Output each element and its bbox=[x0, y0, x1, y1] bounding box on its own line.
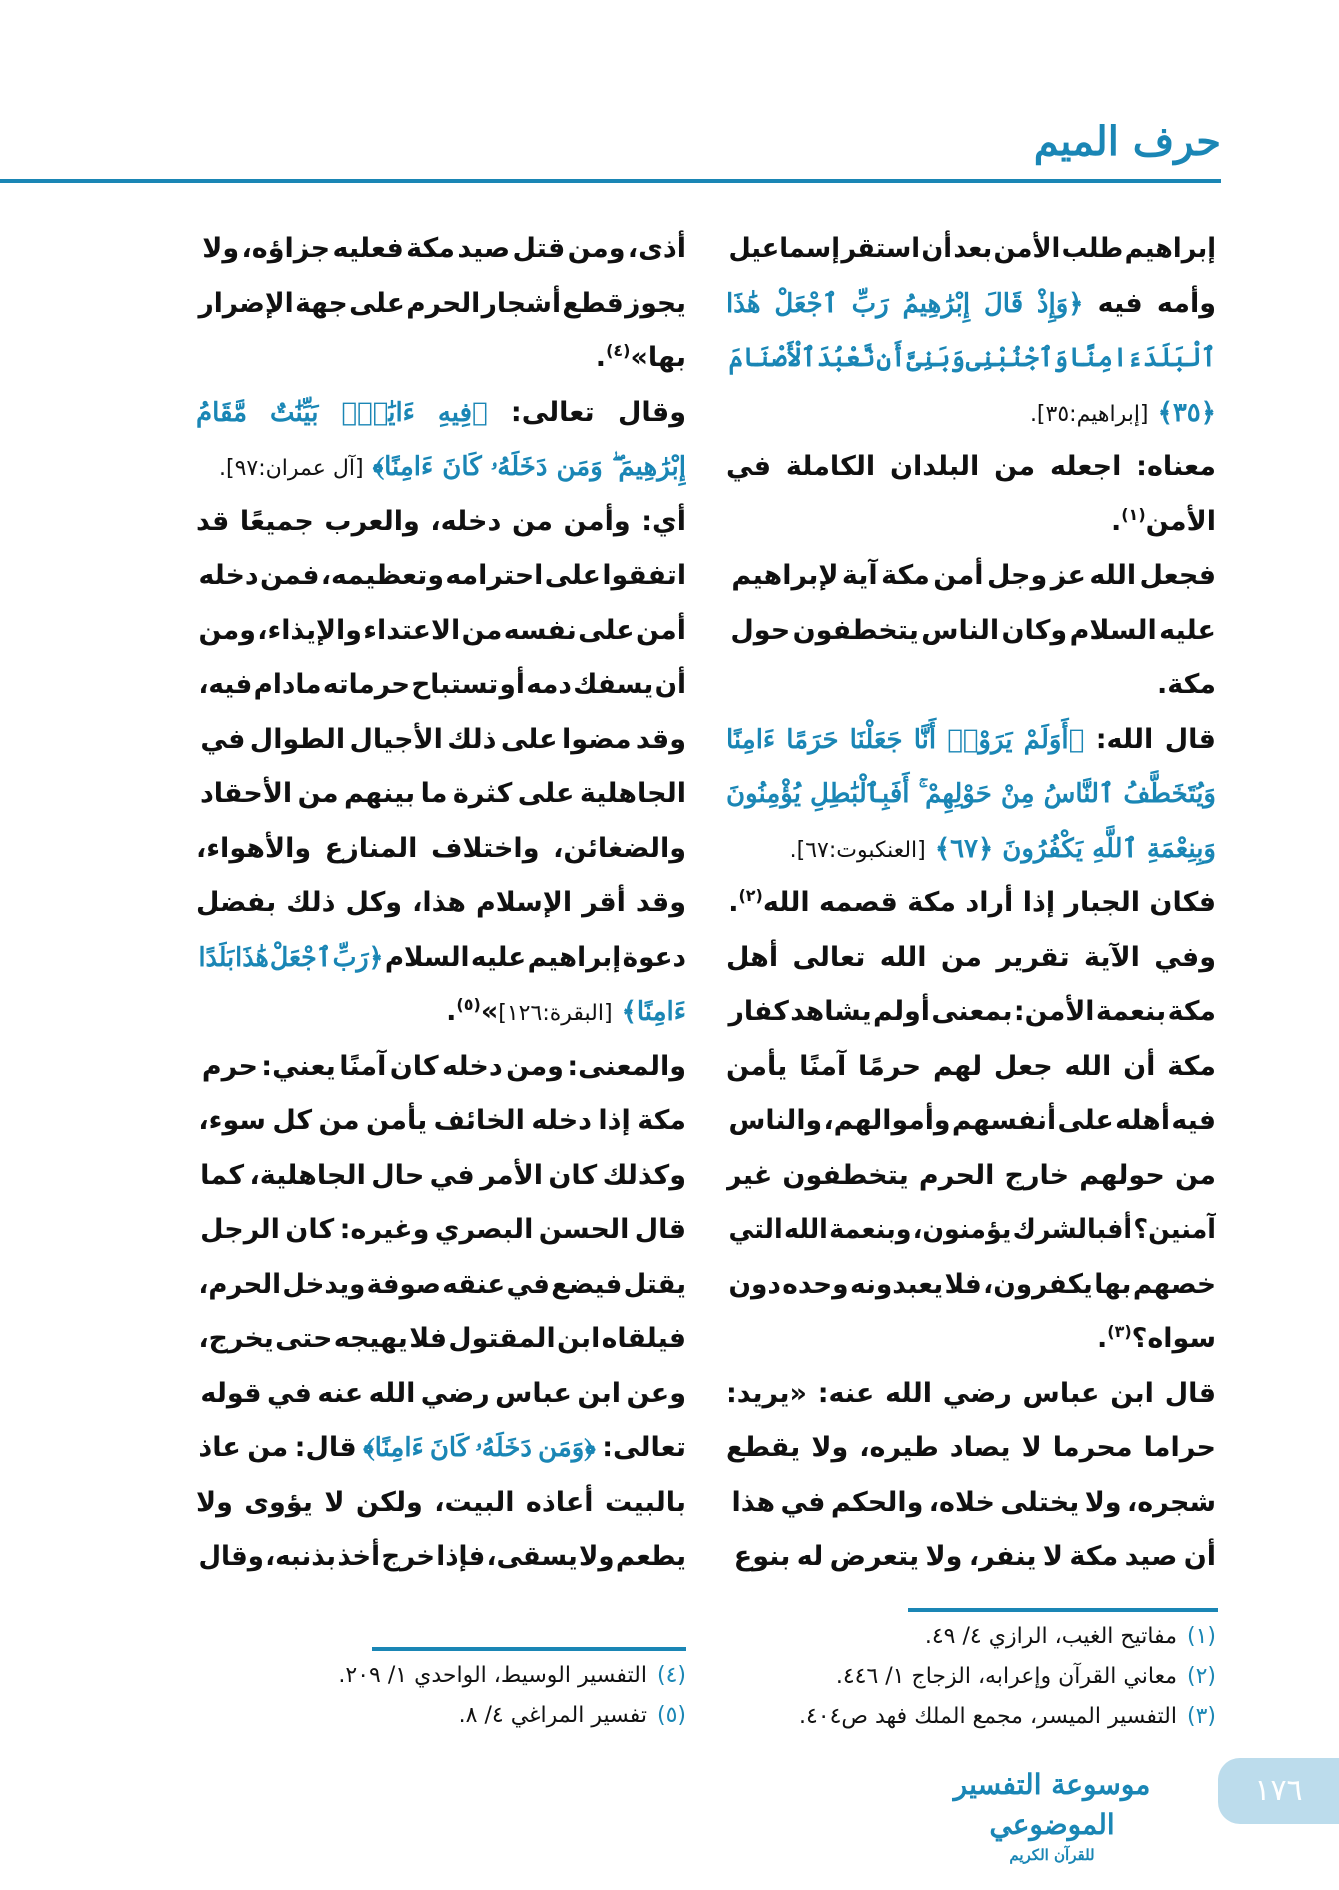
logo-title: موسوعة التفسير الموضوعي bbox=[953, 1768, 1151, 1841]
text-line bbox=[196, 1203, 686, 1258]
text-line bbox=[196, 222, 686, 277]
text-line bbox=[196, 876, 686, 931]
line-text: فكان الجبار إذا أراد مكة قصمه الله bbox=[762, 887, 1216, 918]
line-fit-wrapper bbox=[726, 549, 1216, 604]
line-text: دعوة إبراهيم عليه السلام bbox=[383, 941, 686, 973]
text-line bbox=[196, 386, 686, 441]
line-text: أي: وأمن من دخله، والعرب جميعًا قد bbox=[196, 505, 686, 537]
text-line bbox=[726, 331, 1216, 386]
chapter-title: حرف الميم bbox=[1033, 118, 1221, 165]
line-fit-wrapper bbox=[198, 277, 686, 332]
line-fit-wrapper bbox=[196, 1203, 686, 1258]
line-fit-wrapper bbox=[196, 767, 686, 822]
line-fit-wrapper bbox=[196, 1421, 686, 1476]
footnote-marker: (٢) bbox=[738, 886, 763, 905]
footnote-number: (٤) bbox=[656, 1663, 686, 1688]
paragraph bbox=[726, 713, 1216, 877]
line-text: شجره، ولا يختلى خلاه، والحكم في هذا bbox=[731, 1486, 1216, 1518]
quran-verse: وَبِنِعْمَةِ ٱللَّهِ يَكْفُرُونَ ﴿٦٧﴾ bbox=[925, 833, 1216, 864]
text-line bbox=[196, 658, 686, 713]
text-line bbox=[726, 1421, 1216, 1476]
header-rule bbox=[0, 179, 1221, 183]
paragraph bbox=[726, 222, 1216, 440]
footnote-text: التفسير الميسر، مجمع الملك فهد ص٤٠٤. bbox=[798, 1704, 1177, 1729]
footnote-text: تفسير المراغي ٤/ ٨. bbox=[458, 1703, 647, 1728]
text-line bbox=[726, 876, 1216, 931]
text-line bbox=[726, 277, 1216, 332]
line-text: والضغائن، واختلاف المنازع والأهواء، bbox=[196, 832, 686, 864]
line-fit-wrapper bbox=[728, 1203, 1216, 1258]
line-text: قال: من عاذ bbox=[198, 1432, 364, 1463]
line-text: . bbox=[1110, 505, 1122, 537]
footnote-marker: (٣) bbox=[1107, 1322, 1132, 1341]
line-text: بها» bbox=[630, 342, 686, 373]
line-text: مكة إذا دخله الخائف يأمن من كل سوء، bbox=[198, 1105, 686, 1136]
line-fit-wrapper bbox=[726, 1476, 1216, 1531]
footnote-marker: (٥) bbox=[456, 995, 481, 1014]
paragraph bbox=[726, 440, 1216, 549]
text-line bbox=[196, 440, 686, 495]
line-text: بالبيت أعاذه البيت، ولكن لا يؤوى ولا bbox=[196, 1486, 686, 1518]
text-line bbox=[726, 1530, 1216, 1585]
line-text: أن يسفك دمه أو تستباح حرماته مادام فيه، bbox=[198, 669, 686, 700]
footnote-marker: (٤) bbox=[606, 341, 631, 360]
text-line bbox=[196, 713, 686, 768]
text-line bbox=[726, 1149, 1216, 1204]
footnote-marker: (١) bbox=[1121, 504, 1146, 524]
line-fit-wrapper bbox=[196, 1094, 686, 1149]
line-text: مكة. bbox=[1156, 669, 1216, 700]
text-line bbox=[196, 931, 686, 986]
footnote-rule-right bbox=[908, 1608, 1218, 1612]
line-text: وفي الآية تقرير من الله تعالى أهل bbox=[726, 941, 1216, 973]
line-fit-wrapper bbox=[196, 713, 686, 768]
left-column bbox=[196, 222, 686, 1585]
line-fit-wrapper bbox=[196, 1149, 686, 1204]
footnotes-left bbox=[338, 1656, 686, 1736]
text-line bbox=[196, 1530, 686, 1585]
line-text: حراما محرما لا يصاد طيره، ولا يقطع bbox=[726, 1432, 1216, 1463]
line-text: والمعنى: ومن دخله كان آمنًا يعني: حرم bbox=[201, 1050, 686, 1082]
logo-subtitle: للقرآن الكريم bbox=[1009, 1846, 1095, 1864]
line-text: وقد أقر الإسلام هذا، وكل ذلك بفضل bbox=[196, 887, 686, 918]
verse-reference: [البقرة:١٢٦] bbox=[498, 1001, 613, 1026]
line-fit-wrapper bbox=[198, 549, 686, 604]
text-line bbox=[196, 985, 686, 1040]
text-line bbox=[726, 1367, 1216, 1422]
footnote-rule-left bbox=[372, 1647, 686, 1651]
line-text: إبراهيم طلب الأمن بعد أن استقر إسماعيل bbox=[728, 233, 1216, 264]
text-line bbox=[726, 822, 1216, 877]
text-line bbox=[726, 658, 1216, 713]
line-fit-wrapper bbox=[728, 222, 1216, 277]
line-text: وعن ابن عباس رضي الله عنه في قوله bbox=[200, 1377, 686, 1409]
line-text: أن صيد مكة لا ينفر، ولا يتعرض له بنوع bbox=[733, 1541, 1216, 1572]
footnote bbox=[799, 1657, 1216, 1697]
text-line bbox=[726, 495, 1216, 550]
text-line bbox=[726, 1203, 1216, 1258]
line-text: معناه: اجعله من البلدان الكاملة في bbox=[726, 451, 1216, 482]
text-line bbox=[726, 713, 1216, 768]
line-text: مكة بنعمة الأمن: بمعنى أولم يشاهد كفار bbox=[728, 996, 1216, 1027]
line-text: قال الحسن البصري وغيره: كان الرجل bbox=[200, 1214, 686, 1245]
quran-verse: ءَامِنًا﴾ bbox=[612, 997, 686, 1027]
line-text: قال ابن عباس رضي الله عنه: «يريد: bbox=[726, 1377, 1216, 1409]
line-text: فيلقاه ابن المقتول فلا يهيجه حتى يخرج، bbox=[198, 1323, 686, 1354]
line-text: وقد مضوا على ذلك الأجيال الطوال في bbox=[200, 723, 686, 755]
line-text: يقتل فيضع في عنقه صوفة ويدخل الحرم، bbox=[198, 1268, 686, 1300]
text-line bbox=[196, 604, 686, 659]
line-fit-wrapper bbox=[198, 1530, 686, 1585]
line-text: وأمه فيه bbox=[1083, 287, 1216, 319]
line-fit-wrapper bbox=[196, 1367, 686, 1422]
right-column bbox=[726, 222, 1216, 1585]
text-line bbox=[196, 822, 686, 877]
line-fit-wrapper bbox=[728, 1258, 1216, 1313]
text-line bbox=[196, 1367, 686, 1422]
quran-verse: ﴿فِيهِ ءَايَٰتٌۢ بَيِّنَٰتٌ مَّقَامُ bbox=[196, 397, 488, 428]
line-text: فيه أهله على أنفسهم وأموالهم، والناس bbox=[728, 1105, 1216, 1136]
footnote-number: (٣) bbox=[1186, 1704, 1216, 1729]
quran-verse: ﴿رَبِّ ٱجْعَلْ هَٰذَا بَلَدًا bbox=[198, 942, 384, 973]
footnote-text: مفاتيح الغيب، الرازي ٤/ ٤٩. bbox=[924, 1624, 1177, 1649]
text-line bbox=[196, 1149, 686, 1204]
line-text: وقال تعالى: bbox=[487, 396, 686, 428]
quran-verse: ﴿وَمَن دَخَلَهُۥ كَانَ ءَامِنًا﴾ bbox=[363, 1433, 596, 1463]
footnote-number: (٥) bbox=[656, 1703, 686, 1728]
text-line bbox=[726, 222, 1216, 277]
line-fit-wrapper bbox=[726, 1530, 1216, 1585]
paragraph bbox=[726, 876, 1216, 931]
text-line bbox=[196, 767, 686, 822]
footnotes-right bbox=[799, 1617, 1216, 1737]
line-text: يجوز قطع أشجار الحرم على جهة الإضرار bbox=[198, 287, 686, 319]
verse-reference: [آل عمران:٩٧]. bbox=[218, 456, 364, 481]
line-text: مكة أن الله جعل لهم حرمًا آمنًا يأمن bbox=[726, 1050, 1216, 1082]
line-fit-wrapper bbox=[198, 1312, 686, 1367]
paragraph bbox=[726, 1367, 1216, 1585]
line-text: » bbox=[480, 996, 499, 1027]
text-line bbox=[726, 767, 1216, 822]
line-fit-wrapper bbox=[196, 1040, 686, 1095]
text-line bbox=[196, 1258, 686, 1313]
line-fit-wrapper bbox=[198, 658, 686, 713]
footnote bbox=[338, 1656, 686, 1696]
line-text: الجاهلية على كثرة ما بينهم من الأحقاد bbox=[199, 778, 686, 809]
verse-reference: [إبراهيم:٣٥]. bbox=[1029, 401, 1149, 427]
text-line bbox=[726, 1312, 1216, 1367]
line-text: سواه؟ bbox=[1131, 1323, 1216, 1354]
text-line bbox=[726, 931, 1216, 986]
line-text: . bbox=[728, 887, 739, 918]
line-text: وكذلك كان الأمر في حال الجاهلية، كما bbox=[200, 1159, 686, 1191]
line-fit-wrapper bbox=[198, 1258, 686, 1313]
line-text: . bbox=[446, 996, 457, 1027]
page-number: ١٧٦ bbox=[1218, 1758, 1339, 1824]
paragraph bbox=[196, 222, 686, 386]
line-fit-wrapper bbox=[728, 331, 1216, 386]
text-line bbox=[726, 1258, 1216, 1313]
line-text: أمن على نفسه من الاعتداء والإيذاء، ومن bbox=[198, 614, 686, 646]
text-line bbox=[196, 549, 686, 604]
line-text: تعالى: bbox=[595, 1432, 686, 1463]
text-line bbox=[726, 604, 1216, 659]
line-text: آمنين؟ أفبالشرك يؤمنون، وبنعمة الله التي bbox=[728, 1214, 1216, 1245]
line-text: . bbox=[595, 342, 607, 373]
line-text: أذى، ومن قتل صيد مكة فعليه جزاؤه، ولا bbox=[202, 233, 686, 264]
paragraph bbox=[196, 495, 686, 1040]
line-text: قال الله: bbox=[1084, 723, 1216, 755]
text-line bbox=[196, 495, 686, 550]
line-fit-wrapper bbox=[730, 985, 1216, 1040]
text-line bbox=[726, 1040, 1216, 1095]
footnote bbox=[338, 1696, 686, 1736]
line-text: من حولهم خارج الحرم يتخطفون غير bbox=[726, 1159, 1216, 1191]
footnote-text: معاني القرآن وإعرابه، الزجاج ١/ ٤٤٦. bbox=[835, 1664, 1177, 1689]
line-fit-wrapper bbox=[726, 604, 1216, 659]
line-fit-wrapper bbox=[198, 931, 686, 986]
text-line bbox=[196, 277, 686, 332]
text-line bbox=[196, 1040, 686, 1095]
line-fit-wrapper bbox=[728, 1094, 1216, 1149]
footnote bbox=[799, 1617, 1216, 1657]
text-line bbox=[726, 386, 1216, 441]
line-text: الأمن bbox=[1145, 505, 1216, 537]
text-line bbox=[196, 1312, 686, 1367]
encyclopedia-logo bbox=[930, 1765, 1174, 1864]
text-line bbox=[196, 1476, 686, 1531]
text-line bbox=[726, 1476, 1216, 1531]
line-text: خصهم بها يكفرون، فلا يعبدونه وحده دون bbox=[728, 1268, 1216, 1300]
line-fit-wrapper bbox=[199, 604, 686, 659]
quran-verse: ﴿أَوَلَمْ يَرَوْا۟ أَنَّا جَعَلْنَا حَرَمًا ءَامِنًا bbox=[726, 724, 1085, 755]
paragraph bbox=[726, 549, 1216, 713]
line-fit-wrapper bbox=[196, 222, 686, 277]
paragraph bbox=[196, 386, 686, 495]
text-line bbox=[726, 440, 1216, 495]
footnote bbox=[799, 1697, 1216, 1737]
quran-verse: ٱلْبَلَدَ ءَامِنًا وَٱجْنُبْنِى وَبَنِىَّ أَن نَّعْبُدَ ٱلْأَصْنَامَ bbox=[728, 343, 1216, 373]
line-text: عليه السلام وكان الناس يتخطفون حول bbox=[730, 614, 1216, 646]
paragraph bbox=[196, 1040, 686, 1585]
quran-verse: ﴿٣٥﴾ bbox=[1148, 397, 1216, 428]
text-line bbox=[196, 1094, 686, 1149]
text-line bbox=[726, 1094, 1216, 1149]
line-text: . bbox=[1097, 1323, 1108, 1354]
paragraph bbox=[726, 931, 1216, 1367]
line-text: فجعل الله عز وجل أمن مكة آية لإبراهيم bbox=[731, 560, 1216, 591]
text-line bbox=[726, 985, 1216, 1040]
text-line bbox=[196, 331, 686, 386]
quran-verse: ﴿وَإِذْ قَالَ إِبْرَٰهِيمُ رَبِّ ٱجْعَلْ هَٰذَا bbox=[726, 288, 1084, 319]
footnote-text: التفسير الوسيط، الواحدي ١/ ٢٠٩. bbox=[338, 1663, 647, 1688]
footnote-number: (٢) bbox=[1186, 1664, 1216, 1689]
text-line bbox=[196, 1421, 686, 1476]
line-text: اتفقوا على احترامه وتعظيمه، فمن دخله bbox=[198, 560, 686, 591]
quran-verse: وَيُتَخَطَّفُ ٱلنَّاسُ مِنْ حَوْلِهِمْ ۚ أَفَبِٱلْبَٰطِلِ يُؤْمِنُونَ bbox=[726, 779, 1216, 809]
text-line bbox=[726, 549, 1216, 604]
verse-reference: [العنكبوت:٦٧]. bbox=[789, 837, 926, 863]
footnote-number: (١) bbox=[1186, 1624, 1216, 1649]
quran-verse: إِبْرَٰهِيمَ ۖ وَمَن دَخَلَهُۥ كَانَ ءَامِنًا﴾ bbox=[363, 452, 686, 482]
line-text: يطعم ولا يسقى، فإذا خرج أخذ بذنبه، وقال bbox=[198, 1541, 686, 1572]
